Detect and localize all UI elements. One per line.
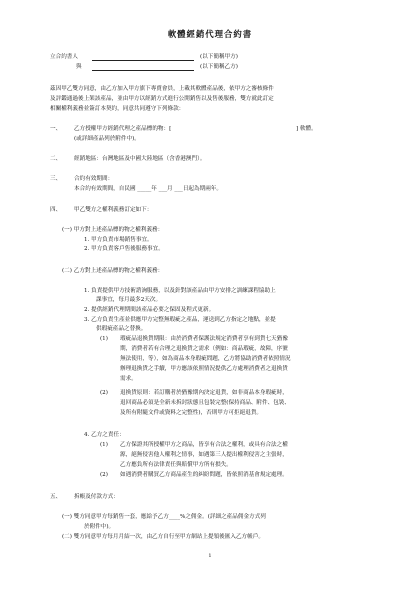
list-item: 1. 負責提供甲方技術諮詢服務，以及針對該產品由甲方安排之訓練課程協助上 [84,288,276,294]
sub-item-line: 乙方應負所有法律責任與賠償甲方所有損失。 [120,462,232,468]
sub-item-line: 源，絕無侵害他人權利之情事，如遇第三人提出權利侵害之主張時， [120,452,288,458]
list-item: 4. 乙方之責任： [84,432,125,438]
section-2-text: 經銷地區：台灣地區及中國大陸地區（含香港澳門）。 [74,156,206,162]
sub-item-line: 及所有附隨文件或資料之完整性)，否則甲方可拒絕退貨。 [120,410,263,416]
list-item: 2. 提供經銷代理期間該產品必要之保固及程式更新。 [84,307,215,313]
sub-item-number: (1) [100,336,108,342]
sub-item-line: 退換貨原則：若訂購者於猶豫期內決定退貨，如非商品本身瑕疵時， [120,390,288,396]
preamble-line: 相關權利義務並簽訂本契約，同意共同遵守下列條款： [50,106,185,112]
section-4-b-title: (二) 乙方對上述產品標的物之權利義務： [62,268,164,274]
section-5-title: 拆帳及付款方式： [74,494,119,500]
sub-item-line: 退回商品必須是全新未拆封狀態且包裝完整(保持商品、附件、包裝、 [120,400,290,406]
sub-item-line: 辦理退換貨之手續，甲方應該依照情況提供乙方處理消費者之退換貨 [120,366,288,372]
section-5-number: 五、 [50,494,62,500]
page-number: 1 [208,553,212,559]
list-item-continued: 供瑕疵產品之替換。 [96,326,147,332]
section-1-text: 乙方授權甲方經銷代理之產品標的物：[ [74,126,172,132]
section-5-a-continued: 於附件中)。 [84,524,115,530]
sub-item-line: 如遇消費者購買乙方商品產生的糾紛問題，皆依照消基會規定處理。 [120,472,288,478]
preamble-line: 及評鑑通過後上架該產品，並由甲方以經銷方式進行公開銷售以及售後服務，雙方就此訂定 [50,96,274,102]
sub-item-line: 期，消費者若有合理之退換貨之需求（例如：商品瑕疵，故障，序號 [120,346,288,352]
sub-item-line: 瑕疵品退換貨期限：由於消費者保護法規定消費者享有到貨七天猶豫 [120,336,288,342]
list-item: 3. 乙方負責生產並供應甲方完整無瑕疵之產品，運送到乙方指定之地點，並提 [84,317,276,323]
sub-item-line: 需求。 [120,376,137,382]
section-3-number: 三、 [50,176,62,182]
preamble-line: 茲因甲乙雙方同意，由乙方加入甲方旗下專賣會員，上載其軟體產品後，依甲方之審核條件 [50,86,274,92]
section-5-b: (二) 雙方同意甲方每月月結一次，由乙方自行至甲方網站上提領後匯入乙方帳戶。 [62,534,264,540]
party-a-blank [92,60,194,61]
section-4-number: 四、 [50,207,62,213]
list-item-continued: 課事宜，每月最多2天次。 [96,297,162,303]
sub-item-number: (2) [100,472,108,478]
sub-item-number: (2) [100,390,108,396]
party-b-label: 與 [76,64,82,70]
section-5-a: (一) 雙方同意甲方每銷售一套，應給予乙方____%之佣金。(詳細之產品佣金方式列 [62,514,266,520]
section-1-number: 一、 [50,126,62,132]
section-4-intro: 甲乙雙方之權利義務訂定如下： [74,207,153,213]
section-3-title: 合約有效期間： [74,176,114,182]
section-2-number: 二、 [50,156,62,162]
sub-item-line: 無法使用，等），如為商品本身瑕疵問題，乙方將協助消費者依照情況 [120,356,291,362]
party-a-note: (以下簡稱甲方) [200,54,238,60]
section-4-a-title: (一) 甲方對上述產品標的物之權利義務： [62,227,164,233]
section-3-text: 本合約有效期間，自民國 _____年 ___月 ___日起為期兩年。 [74,186,222,192]
sub-item-line: 乙方保證其所授權甲方之商品，皆享有合法之權利，或具有合法之權 [120,442,288,448]
section-1-text-end: ] 軟體。 [296,126,317,132]
list-item: 1. 甲方負責市場銷售事宜。 [84,237,153,243]
party-b-note: (以下簡稱乙方) [200,64,238,70]
section-1-note: (或詳細產品列於附件中)。 [74,136,140,142]
party-a-label: 立合約書人 [50,54,78,60]
document-title: 軟體經銷代理合約書 [167,29,253,39]
list-item: 2. 甲方負責客戶售後服務事宜。 [84,246,164,252]
sub-item-number: (1) [100,442,108,448]
party-b-blank [92,70,194,71]
